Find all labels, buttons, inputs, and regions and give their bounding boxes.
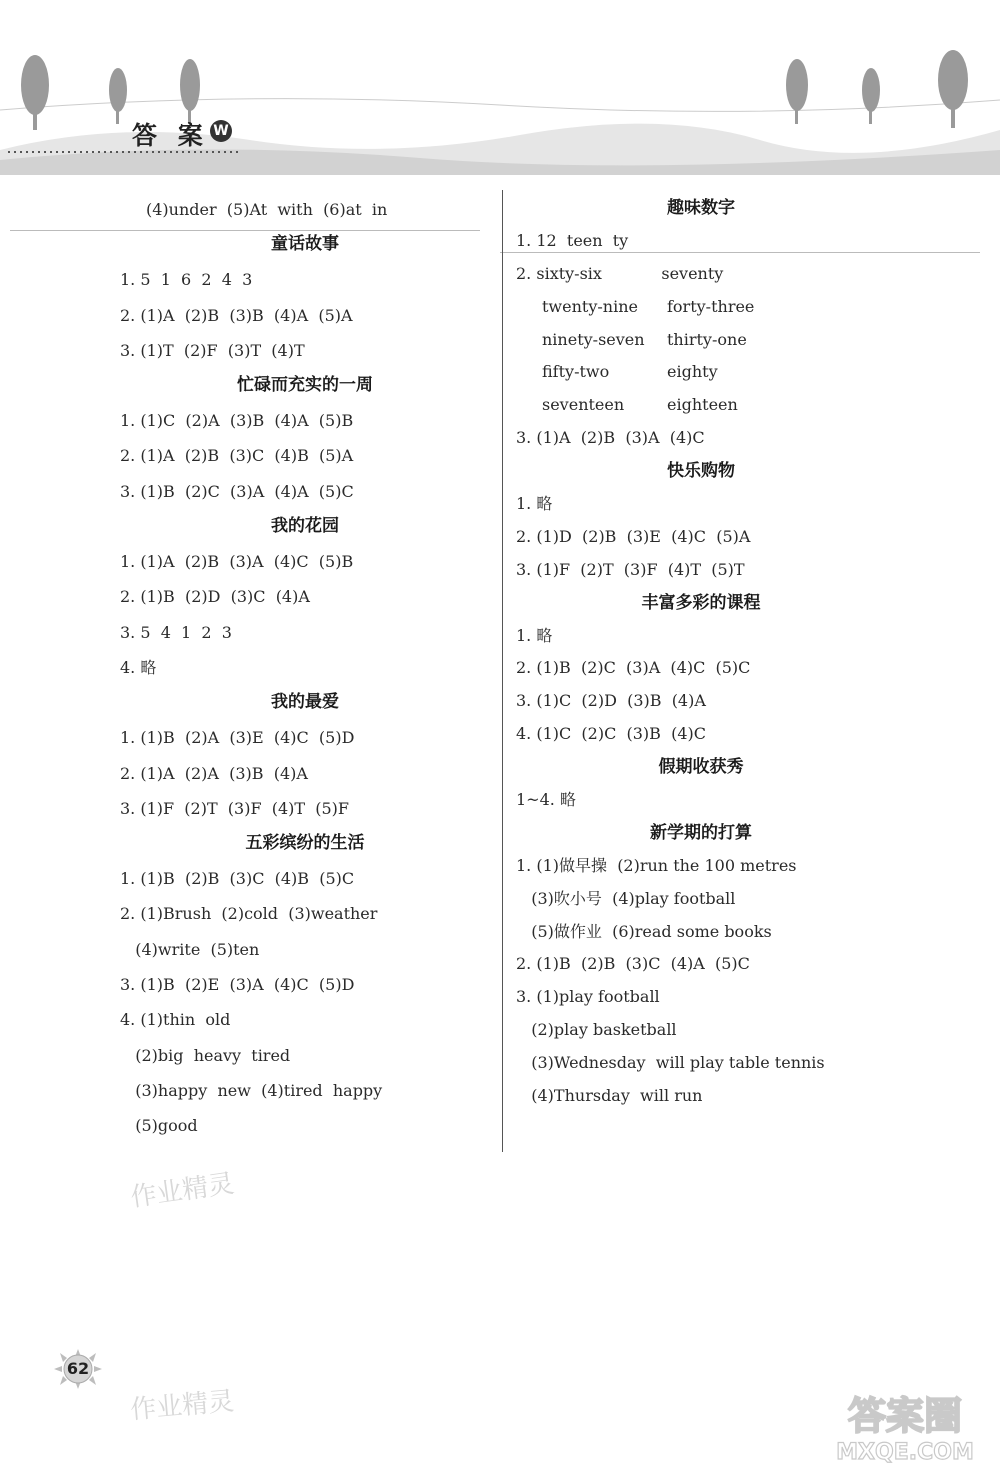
answer-line: (2)play basketball — [516, 1020, 677, 1040]
svg-text:答案圈: 答案圈 — [847, 1394, 963, 1438]
answer-line: 3. (1)F (2)T (3)F (4)T (5)F — [120, 798, 350, 818]
answer-line: 3. (1)B (2)E (3)A (4)C (5)D — [120, 975, 355, 995]
answer-line: 1~4. 略 — [516, 790, 576, 810]
number-word: thirty-one — [667, 329, 747, 349]
number-word: sixty-six — [536, 263, 602, 283]
answer-line: 2. (1)A (2)B (3)B (4)A (5)A — [120, 305, 353, 325]
left-column — [120, 192, 490, 1144]
answer-line: (5)做作业 (6)read some books — [516, 921, 772, 941]
decorative-stamp: 作业精灵 — [128, 1168, 236, 1214]
answer-line: 3. (1)C (2)D (3)B (4)A — [516, 691, 706, 711]
answer-line: 1. 略 — [516, 625, 553, 645]
answer-line: 3. 5 4 1 2 3 — [120, 622, 232, 642]
section-title: 我的花园 — [271, 516, 339, 537]
number-word-row — [516, 389, 886, 422]
answer-line: (4)write (5)ten — [120, 939, 260, 959]
header-title: 答 案 — [132, 121, 209, 150]
answer-line: (2)big heavy tired — [120, 1045, 291, 1065]
answer-line: 1. 略 — [516, 494, 553, 514]
answer-line: 4. (1)C (2)C (3)B (4)C — [516, 724, 707, 744]
section-title: 五彩缤纷的生活 — [245, 833, 365, 854]
answer-line: 2. (1)B (2)C (3)A (4)C (5)C — [516, 658, 751, 678]
header-banner — [0, 0, 1000, 175]
answer-line: 4. 略 — [120, 657, 157, 677]
watermark-logo — [820, 1385, 990, 1465]
section-title: 快乐购物 — [667, 461, 735, 482]
answer-line: 3. (1)play football — [516, 987, 660, 1007]
answer-line: 2. (1)B (2)D (3)C (4)A — [120, 587, 310, 607]
number-word: seventeen — [542, 395, 625, 415]
section-title: 忙碌而充实的一周 — [237, 375, 373, 396]
decorative-stamp: 作业精灵 — [129, 1386, 236, 1426]
answer-line: 2. (1)D (2)B (3)E (4)C (5)A — [516, 526, 751, 546]
answer-line: 1. (1)B (2)A (3)E (4)C (5)D — [120, 728, 355, 748]
number-word-row — [516, 291, 886, 324]
answer-line: 1. 12 teen ty — [516, 230, 629, 250]
answer-line: 2. (1)B (2)B (3)C (4)A (5)C — [516, 954, 750, 974]
answer-line: 1. (1)A (2)B (3)A (4)C (5)B — [120, 552, 354, 572]
answer-line: (4)under (5)At with (6)at in — [146, 200, 388, 219]
answer-line: 3. (1)T (2)F (3)T (4)T — [120, 340, 305, 360]
answer-line: (5)good — [120, 1116, 198, 1136]
answer-line: 2. (1)A (2)A (3)B (4)A — [120, 763, 308, 783]
answer-line: (3)Wednesday will play table tennis — [516, 1053, 825, 1073]
answer-line: 4. (1)thin old — [120, 1010, 231, 1030]
column-divider — [502, 190, 503, 1152]
answer-line: 3. (1)A (2)B (3)A (4)C — [516, 428, 705, 448]
answer-line: 1. (1)B (2)B (3)C (4)B (5)C — [120, 869, 355, 889]
answer-line: (3)吹小号 (4)play football — [516, 888, 736, 908]
number-word: fifty-two — [542, 362, 610, 382]
section-title: 新学期的打算 — [650, 822, 752, 843]
section-title: 我的最爱 — [271, 692, 339, 713]
header-badge: W — [210, 120, 232, 142]
answer-line: (4)Thursday will run — [516, 1086, 703, 1106]
section-title: 丰富多彩的课程 — [641, 592, 761, 613]
answer-line: 3. (1)B (2)C (3)A (4)A (5)C — [120, 481, 354, 501]
page-number: 62 — [54, 1349, 102, 1389]
number-word: twenty-nine — [542, 296, 638, 316]
answer-line: 2. (1)Brush (2)cold (3)weather — [120, 904, 378, 924]
number-word-row — [516, 324, 886, 357]
right-column — [516, 192, 886, 1113]
section-title: 假期收获秀 — [658, 757, 744, 778]
answer-line: 2. (1)A (2)B (3)C (4)B (5)A — [120, 446, 354, 466]
number-word: forty-three — [667, 296, 755, 316]
answer-line: (3)happy new (4)tired happy — [120, 1080, 383, 1100]
number-word: ninety-seven — [542, 329, 645, 349]
answer-line: 1. (1)做早操 (2)run the 100 metres — [516, 855, 797, 875]
number-word: seventy — [661, 263, 724, 283]
section-title: 童话故事 — [271, 234, 339, 255]
number-word-row: 2. sixty-six seventy — [516, 258, 886, 291]
number-word: eighteen — [667, 395, 738, 415]
number-word-row — [516, 356, 886, 389]
section-title: 趣味数字 — [667, 198, 735, 218]
svg-text:MXQE.COM: MXQE.COM — [836, 1440, 974, 1465]
answer-line: 3. (1)F (2)T (3)F (4)T (5)T — [516, 559, 745, 579]
answer-line: 1. 5 1 6 2 4 3 — [120, 270, 253, 290]
number-word: eighty — [667, 362, 718, 382]
answer-line: 1. (1)C (2)A (3)B (4)A (5)B — [120, 411, 354, 431]
